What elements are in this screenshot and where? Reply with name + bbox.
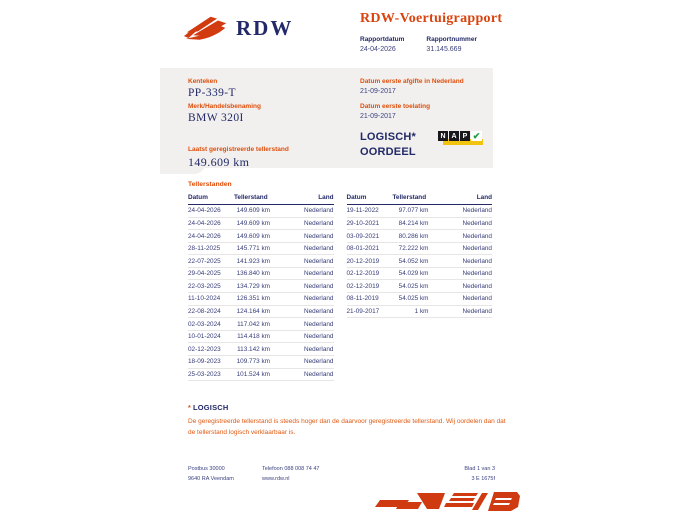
tellerstanden-section: [188, 181, 492, 381]
page-footer: [188, 464, 495, 485]
cell-land: Nederland: [270, 293, 334, 306]
table-row: [188, 280, 334, 293]
col-header-datum: Datum: [347, 192, 393, 205]
cell-land: Nederland: [429, 255, 493, 268]
cell-datum: 22-07-2025: [188, 255, 234, 268]
cell-land: Nederland: [429, 305, 493, 318]
nap-logo: [438, 131, 486, 147]
cell-datum: 29-04-2025: [188, 267, 234, 280]
cell-tellerstand: 114.418 km: [234, 330, 270, 343]
table-row: [347, 293, 493, 306]
cell-tellerstand: 54.052 km: [393, 255, 429, 268]
cell-land: Nederland: [429, 205, 493, 218]
cell-tellerstand: 109.773 km: [234, 355, 270, 368]
table-row: [347, 267, 493, 280]
cell-datum: 28-11-2025: [188, 242, 234, 255]
cell-datum: 18-09-2023: [188, 355, 234, 368]
vehicle-summary-card: [160, 68, 493, 168]
cell-datum: 29-10-2021: [347, 217, 393, 230]
tellerstanden-title: Tellerstanden: [188, 181, 232, 188]
footer-phone: Telefoon 088 008 74 47: [262, 466, 320, 472]
footer-address-line2: 9640 RA Veendam: [188, 476, 234, 483]
report-number-value: 31.145.669: [426, 46, 462, 53]
cell-land: Nederland: [270, 267, 334, 280]
cell-datum: 24-04-2026: [188, 217, 234, 230]
cell-tellerstand: 124.164 km: [234, 305, 270, 318]
col-header-tellerstand: Tellerstand: [393, 192, 429, 205]
table-row: [188, 267, 334, 280]
merk-label: Merk/Handelsbenaming: [188, 103, 261, 110]
table-row: [188, 355, 334, 368]
cell-land: Nederland: [429, 267, 493, 280]
nap-letter-n: N: [438, 131, 448, 141]
cell-land: Nederland: [429, 293, 493, 306]
cell-tellerstand: 149.609 km: [234, 230, 270, 243]
cell-tellerstand: 145.771 km: [234, 242, 270, 255]
cell-tellerstand: 149.609 km: [234, 217, 270, 230]
col-header-tellerstand: Tellerstand: [234, 192, 270, 205]
cell-tellerstand: 80.286 km: [393, 230, 429, 243]
rdw-logo-text: RDW: [236, 16, 294, 40]
tellerstanden-table-right: [347, 192, 493, 318]
footer-website: www.rdw.nl: [262, 476, 290, 483]
cell-tellerstand: 149.609 km: [234, 205, 270, 218]
col-header-land: Land: [429, 192, 493, 205]
cell-tellerstand: 72.222 km: [393, 242, 429, 255]
afgifte-value: 21-09-2017: [360, 88, 396, 95]
cell-tellerstand: 54.025 km: [393, 280, 429, 293]
cell-datum: 20-12-2019: [347, 255, 393, 268]
cell-tellerstand: 1 km: [393, 305, 429, 318]
oordeel-verdict: [360, 130, 416, 160]
cell-land: Nederland: [270, 343, 334, 356]
cell-datum: 02-12-2023: [188, 343, 234, 356]
cell-tellerstand: 54.029 km: [393, 267, 429, 280]
cell-land: Nederland: [270, 330, 334, 343]
cell-tellerstand: 136.840 km: [234, 267, 270, 280]
cell-land: Nederland: [429, 242, 493, 255]
nap-letter-a: A: [449, 131, 459, 141]
table-row: [188, 230, 334, 243]
toelating-value: 21-09-2017: [360, 113, 396, 120]
rdw-logo: [183, 10, 293, 47]
merk-value: BMW 320I: [188, 112, 244, 124]
table-row: [188, 330, 334, 343]
cell-datum: 22-03-2025: [188, 280, 234, 293]
kenteken-label: Kenteken: [188, 78, 218, 85]
cell-land: Nederland: [270, 205, 334, 218]
table-row: [347, 205, 493, 218]
cell-datum: 19-11-2022: [347, 205, 393, 218]
report-date-block: [360, 36, 404, 53]
footer-form-code: 3 E 1675f: [471, 476, 495, 483]
nap-letter-p: P: [460, 131, 470, 141]
cell-datum: 02-12-2019: [347, 267, 393, 280]
cell-land: Nederland: [270, 280, 334, 293]
col-header-datum: Datum: [188, 192, 234, 205]
cell-land: Nederland: [270, 230, 334, 243]
cell-tellerstand: 117.042 km: [234, 318, 270, 331]
cell-tellerstand: 141.923 km: [234, 255, 270, 268]
cell-datum: 11-10-2024: [188, 293, 234, 306]
rdw-wing-icon: [183, 10, 229, 47]
cell-land: Nederland: [270, 255, 334, 268]
kenteken-value: PP-339-T: [188, 87, 236, 99]
cell-datum: 02-03-2024: [188, 318, 234, 331]
tellerstanden-table-left: [188, 192, 334, 381]
cell-land: Nederland: [270, 217, 334, 230]
cell-datum: 08-01-2021: [347, 242, 393, 255]
table-row: [188, 217, 334, 230]
table-row: [347, 230, 493, 243]
footer-page-info: [464, 464, 495, 485]
laatste-tellerstand-value: 149.609 km: [188, 155, 250, 169]
cell-tellerstand: 126.351 km: [234, 293, 270, 306]
footer-contact: [262, 464, 464, 485]
table-row: [188, 293, 334, 306]
cell-land: Nederland: [270, 368, 334, 381]
cell-land: Nederland: [270, 318, 334, 331]
toelating-label: Datum eerste toelating: [360, 103, 431, 110]
logisch-footnote: [188, 403, 514, 439]
cell-datum: 03-09-2021: [347, 230, 393, 243]
cell-land: Nederland: [429, 230, 493, 243]
cell-land: Nederland: [429, 280, 493, 293]
footer-address-line1: Postbus 30000: [188, 466, 225, 472]
laatste-tellerstand-label: Laatst geregistreerde tellerstand: [188, 146, 289, 153]
cell-tellerstand: 113.142 km: [234, 343, 270, 356]
cell-datum: 21-09-2017: [347, 305, 393, 318]
table-row: [188, 343, 334, 356]
table-row: [347, 255, 493, 268]
table-row: [347, 305, 493, 318]
cell-tellerstand: 101.524 km: [234, 368, 270, 381]
col-header-land: Land: [270, 192, 334, 205]
oordeel-line1: LOGISCH*: [360, 131, 416, 143]
table-row: [188, 305, 334, 318]
table-row: [188, 205, 334, 218]
report-title: RDW-Voertuigrapport: [360, 11, 503, 26]
report-number-label: Rapportnummer: [426, 36, 477, 43]
cell-land: Nederland: [270, 305, 334, 318]
table-row: [188, 318, 334, 331]
footnote-text: De geregistreerde tellerstand is steeds hoger dan de daarvoor geregistreerde tellerstand. Wij oordelen dan dat de tellerstand logisch verklaarbaar is.: [188, 418, 506, 437]
cell-tellerstand: 54.025 km: [393, 293, 429, 306]
cell-datum: 24-04-2026: [188, 205, 234, 218]
table-row: [188, 255, 334, 268]
cell-datum: 22-08-2024: [188, 305, 234, 318]
table-row: [188, 368, 334, 381]
report-date-label: Rapportdatum: [360, 36, 405, 43]
report-header: [360, 11, 502, 53]
cell-datum: 25-03-2023: [188, 368, 234, 381]
cell-datum: 24-04-2026: [188, 230, 234, 243]
cell-land: Nederland: [270, 355, 334, 368]
cell-datum: 10-01-2024: [188, 330, 234, 343]
footnote-title-text: LOGISCH: [192, 403, 229, 412]
table-row: [347, 217, 493, 230]
cell-datum: 08-11-2019: [347, 293, 393, 306]
cell-tellerstand: 97.077 km: [393, 205, 429, 218]
report-number-block: [426, 36, 477, 53]
cell-tellerstand: 134.729 km: [234, 280, 270, 293]
cell-land: Nederland: [270, 242, 334, 255]
cell-datum: 02-12-2019: [347, 280, 393, 293]
speed-stripes-graphic: [372, 490, 522, 514]
cell-tellerstand: 84.214 km: [393, 217, 429, 230]
footer-page-number: Blad 1 van 3: [464, 466, 495, 472]
footnote-title: [188, 403, 514, 412]
cell-land: Nederland: [429, 217, 493, 230]
table-row: [188, 242, 334, 255]
oordeel-line2: OORDEEL: [360, 145, 416, 158]
table-row: [347, 280, 493, 293]
table-row: [347, 242, 493, 255]
afgifte-label: Datum eerste afgifte in Nederland: [360, 78, 464, 85]
nap-check-icon: ✔: [472, 130, 481, 141]
footer-address: [188, 464, 262, 485]
footnote-asterisk: *: [188, 405, 191, 412]
report-date-value: 24-04-2026: [360, 46, 396, 53]
